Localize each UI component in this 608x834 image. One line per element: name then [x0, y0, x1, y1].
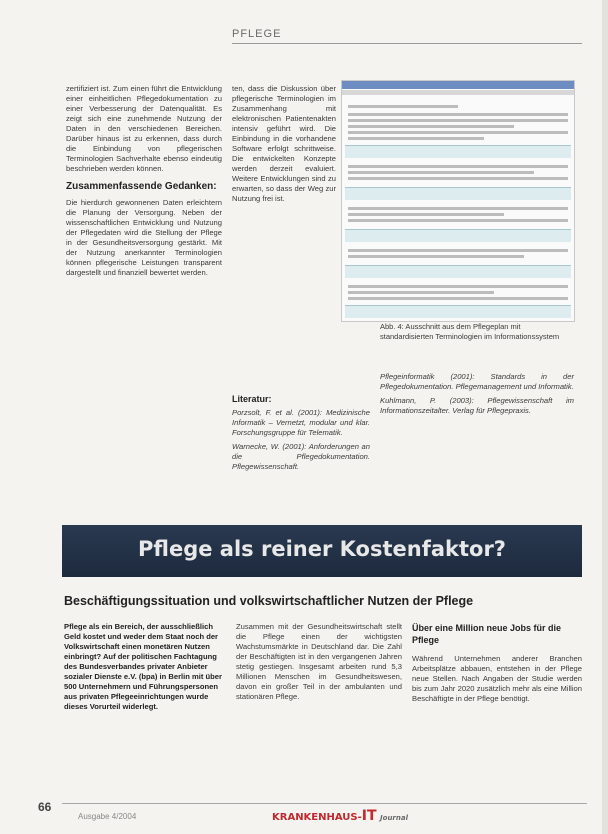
section-header: PFLEGE — [232, 28, 282, 40]
article-column-2 — [232, 84, 336, 209]
side-heading: Über eine Million neue Jobs für die Pflege — [412, 623, 562, 645]
banner-title: Pflege als reiner Kostenfaktor? — [138, 537, 506, 561]
page-edge — [602, 0, 608, 834]
body-column-3 — [412, 654, 582, 709]
reference: Pflegeinformatik (2001): Standards in der Pflegedokumentation. Pflegemanagement und Informatik. — [380, 372, 574, 391]
footer-rule — [62, 803, 587, 804]
page-number: 66 — [38, 800, 52, 814]
screenshot-highlight-band — [345, 265, 571, 278]
figure-caption: Abb. 4: Ausschnitt aus dem Pflegeplan mit standardisierten Terminologien im Informationssystem — [380, 322, 560, 341]
reference: Porzsolt, F. et al. (2001): Medizinische Informatik – Vernetzt, modular und klar. Forschungsgruppe für Telematik. — [232, 408, 370, 437]
paragraph: Zusammen mit der Gesundheitswirtschaft stellt die Pflege einen der wichtigsten Wachstumsmärkte in Deutschland dar. Die Zahl der Beschäftigten ist in den vergangenen Jahren stetig gestiegen. Insgesamt arbeiten rund 5,3 Millionen Menschen im Gesundheitswesen, davon ein großer Teil in der ambulanten und stationären Pflege. — [236, 622, 402, 701]
section-heading: Zusammenfassende Gedanken: — [66, 181, 217, 192]
reference: Warnecke, W. (2001): Anforderungen an die Pflegedokumentation. Pflegewissenschaft. — [232, 442, 370, 471]
issue-label: Ausgabe 4/2004 — [78, 812, 137, 821]
body-column-2 — [236, 622, 402, 707]
screenshot-title-bar — [342, 81, 574, 89]
reference: Kuhlmann, P. (2003): Pflegewissenschaft im Informationszeitalter. Verlag für Pflegepraxis. — [380, 396, 574, 415]
literature-column — [232, 384, 370, 476]
literature-heading: Literatur: — [232, 394, 272, 404]
section-banner — [62, 525, 582, 577]
screenshot-highlight-band — [345, 305, 571, 318]
software-screenshot-figure — [341, 80, 575, 322]
paragraph: Die hierdurch gewonnenen Daten erleichtern die Planung der Versorgung. Neben der wissenschaftlichen Entwicklung und Nutzung der Pflegedaten wird die Stellung der Pflege in der Gesundheitsversorgung gestärkt. Mit der Nutzung anerkannter Terminologien können pflegerische Leistungen transparent dargestellt und finanziell bewertet werden. — [66, 198, 222, 277]
paragraph: ten, dass die Diskussion über pflegerische Terminologien im Zusammenhang mit elektronischen Patientenakten intensiv geführt wird. Die Einbindung in die vorhandene Software erfolgt schrittweise. Die entwickelten Konzepte werden derzeit evaluiert. Weitere Entwicklungen sind zu erwarten, so dass der Weg zur Nutzung frei ist. — [232, 84, 336, 203]
screenshot-highlight-band — [345, 145, 571, 158]
screenshot-highlight-band — [345, 229, 571, 242]
article-column-3 — [380, 372, 574, 420]
magazine-logo: KRANKENHAUS-IT Journal — [272, 808, 408, 824]
lead-paragraph: Pflege als ein Bereich, der ausschließlich Geld kostet und weder dem Staat noch der Volkswirtschaft einen monetären Nutzen einbringt? Auf der politischen Fachtagung des Bundesverbandes privater Anbieter sozialer Dienste e.V. (bpa) in Berlin mit über 500 Unternehmern und Führungspersonen aus privaten Pflegeeinrichtungen wurde dieses Vorurteil widerlegt. — [64, 622, 222, 711]
article-subheading: Beschäftigungssituation und volkswirtschaftlicher Nutzen der Pflege — [64, 594, 474, 608]
screenshot-highlight-band — [345, 187, 571, 200]
screenshot-menu-bar — [342, 90, 574, 95]
paragraph: zertifiziert ist. Zum einen führt die Entwicklung einer einheitlichen Pflegedokumentation zu einer Verbesserung der Datenqualität. Es zeigt sich eine zunehmende Nutzung der Daten in den verschiedenen Bereichen. Darüber hinaus ist zu erkennen, dass durch die Einbindung von pflegerischen Terminologien Sachverhalte ebenso eindeutig beschrieben werden können. — [66, 84, 222, 173]
article-column-1 — [66, 84, 222, 283]
paragraph: Während Unternehmen anderer Branchen Arbeitsplätze abbauen, entstehen in der Pflege neue Stellen. Nach Angaben der Studie werden bis zum Jahr 2020 zusätzlich mehr als eine Million Beschäftigte in der Pflege benötigt. — [412, 654, 582, 703]
header-rule — [232, 43, 582, 44]
